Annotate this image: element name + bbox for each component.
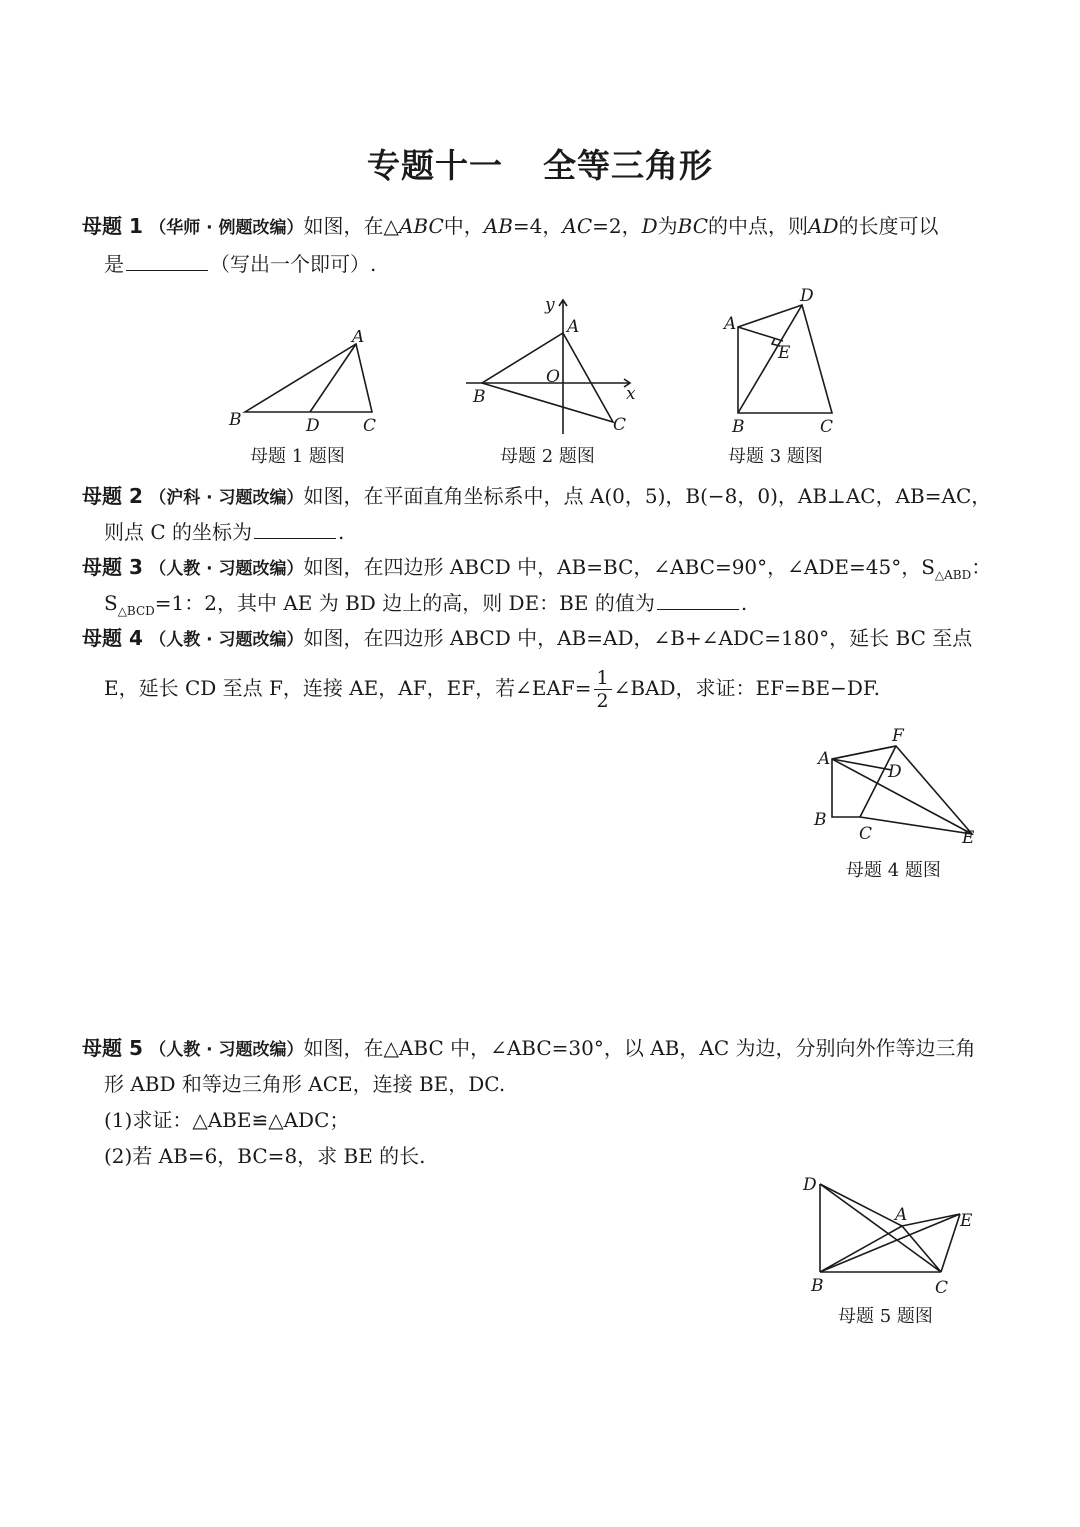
fig3-diagonal-bd [738, 305, 802, 413]
problem-1-line-1: 母题 1 （华师 · 例题改编）如图，在△ABC中，AB=4，AC=2，D为BC的中点，则AD的长度可以 [82, 214, 939, 238]
figure-3 [720, 285, 860, 440]
fig4-segment-af [832, 746, 896, 759]
fig1-label-b: B [229, 410, 242, 430]
fig5-segment-ba [820, 1226, 902, 1272]
problem-5-label: 母题 5 [82, 1036, 143, 1060]
fig2-label-y: y [545, 295, 555, 315]
fig4-label-e: E [962, 828, 975, 848]
problem-4-line-1: 母题 4 （人教 · 习题改编）如图，在四边形 ABCD 中，AB=AD，∠B+∠ADC=180°，延长 BC 至点 [82, 626, 973, 650]
problem-1-line-2: 是 （写出一个即可）. [104, 252, 377, 276]
problem-1-label: 母题 1 [82, 214, 143, 238]
figure-4-caption: 母题 4 题图 [846, 860, 941, 881]
fig5-segment-be [820, 1214, 960, 1272]
fig2-label-x: x [626, 384, 636, 404]
fig3-label-c: C [820, 417, 834, 437]
fig4-label-c: C [859, 824, 873, 844]
answer-blank-2[interactable] [254, 520, 336, 539]
problem-2-label: 母题 2 [82, 484, 143, 508]
fig3-label-a: A [724, 314, 737, 334]
fig2-label-o: O [546, 367, 560, 387]
fig2-label-c: C [613, 415, 627, 435]
figure-2 [462, 292, 642, 442]
fig3-label-d: D [800, 286, 814, 306]
fig1-label-c: C [363, 416, 377, 436]
fig5-label-b: B [811, 1276, 824, 1296]
problem-3-line-2: $S_{\triangle BCD}=1$：2，其中 AE 为 BD 边上的高，则 DE：BE 的值为 . [104, 591, 748, 618]
fig1-triangle-abc [245, 344, 372, 412]
problem-2-line-1: 母题 2 （沪科 · 习题改编）如图，在平面直角坐标系中，点 A(0，5)，B(−8，0)，AB⊥AC，AB=AC， [82, 484, 992, 508]
title-part2: 全等三角形 [543, 146, 713, 185]
problem-2-line-2: 则点 C 的坐标为 . [104, 520, 345, 544]
page-title [0, 140, 1080, 187]
answer-blank-1[interactable] [126, 252, 208, 271]
problem-5-line-2: 形 ABD 和等边三角形 ACE，连接 BE，DC. [104, 1072, 506, 1096]
fig1-label-d: D [306, 416, 320, 436]
problem-3-line-1: 母题 3 （人教 · 习题改编）如图，在四边形 ABCD 中，AB=BC，∠ABC=90°，∠ADE=45°，$S_{\triangle ABD}$： [82, 555, 992, 582]
fig4-label-b: B [814, 810, 827, 830]
problem-3-source: （人教 · 习题改编） [149, 559, 304, 579]
problem-5-question-1: (1)求证：△ABE≌△ADC； [104, 1108, 350, 1132]
problem-3-label: 母题 3 [82, 555, 143, 579]
fig4-outline [832, 746, 972, 834]
problem-5-question-2: (2)若 AB=6，BC=8，求 BE 的长. [104, 1144, 426, 1168]
figure-5 [798, 1172, 988, 1297]
fig3-label-e: E [778, 343, 791, 363]
problem-5-line-1: 母题 5 （人教 · 习题改编）如图，在△ABC 中，∠ABC=30°，以 AB，AC 为边，分别向外作等边三角 [82, 1036, 976, 1060]
fig5-label-e: E [960, 1211, 973, 1231]
answer-blank-3[interactable] [657, 591, 739, 610]
problem-4-label: 母题 4 [82, 626, 143, 650]
fig1-label-a: A [352, 330, 365, 347]
fig5-label-a: A [895, 1205, 908, 1225]
fig1-median-ad [310, 344, 356, 412]
figure-5-caption: 母题 5 题图 [838, 1306, 933, 1327]
fig5-segment-ae [902, 1214, 960, 1226]
fig2-label-b: B [473, 387, 486, 407]
figure-2-caption: 母题 2 题图 [500, 446, 595, 467]
fig4-label-a: A [818, 749, 831, 769]
fraction-one-half: $\frac{1}{2}$ [594, 667, 612, 712]
fig5-label-c: C [935, 1278, 949, 1297]
problem-2-source: （沪科 · 习题改编） [149, 488, 304, 508]
fig2-label-a: A [567, 317, 580, 337]
fig5-segment-dc [820, 1184, 941, 1272]
fig5-label-d: D [803, 1175, 817, 1195]
problem-1-source: （华师 · 例题改编） [149, 218, 304, 238]
figure-1-caption: 母题 1 题图 [250, 446, 345, 467]
fig5-segment-ec [941, 1214, 960, 1272]
figure-4 [812, 724, 987, 854]
problem-4-source: （人教 · 习题改编） [149, 630, 304, 650]
fig3-label-b: B [732, 417, 745, 437]
problem-5-source: （人教 · 习题改编） [149, 1040, 304, 1060]
fig5-segment-ac [902, 1226, 941, 1272]
figure-1 [220, 330, 400, 440]
fig5-segment-da [820, 1184, 902, 1226]
fig3-height-ae [738, 327, 783, 341]
title-part1: 专题十一 [367, 146, 503, 185]
figure-3-caption: 母题 3 题图 [728, 446, 823, 467]
fig4-label-f: F [892, 726, 904, 746]
fig4-label-d: D [888, 762, 902, 782]
problem-4-line-2: E，延长 CD 至点 F，连接 AE，AF，EF，若∠EAF= $\frac{1}{2}$ ∠BAD，求证：EF=BE−DF. [104, 667, 881, 712]
